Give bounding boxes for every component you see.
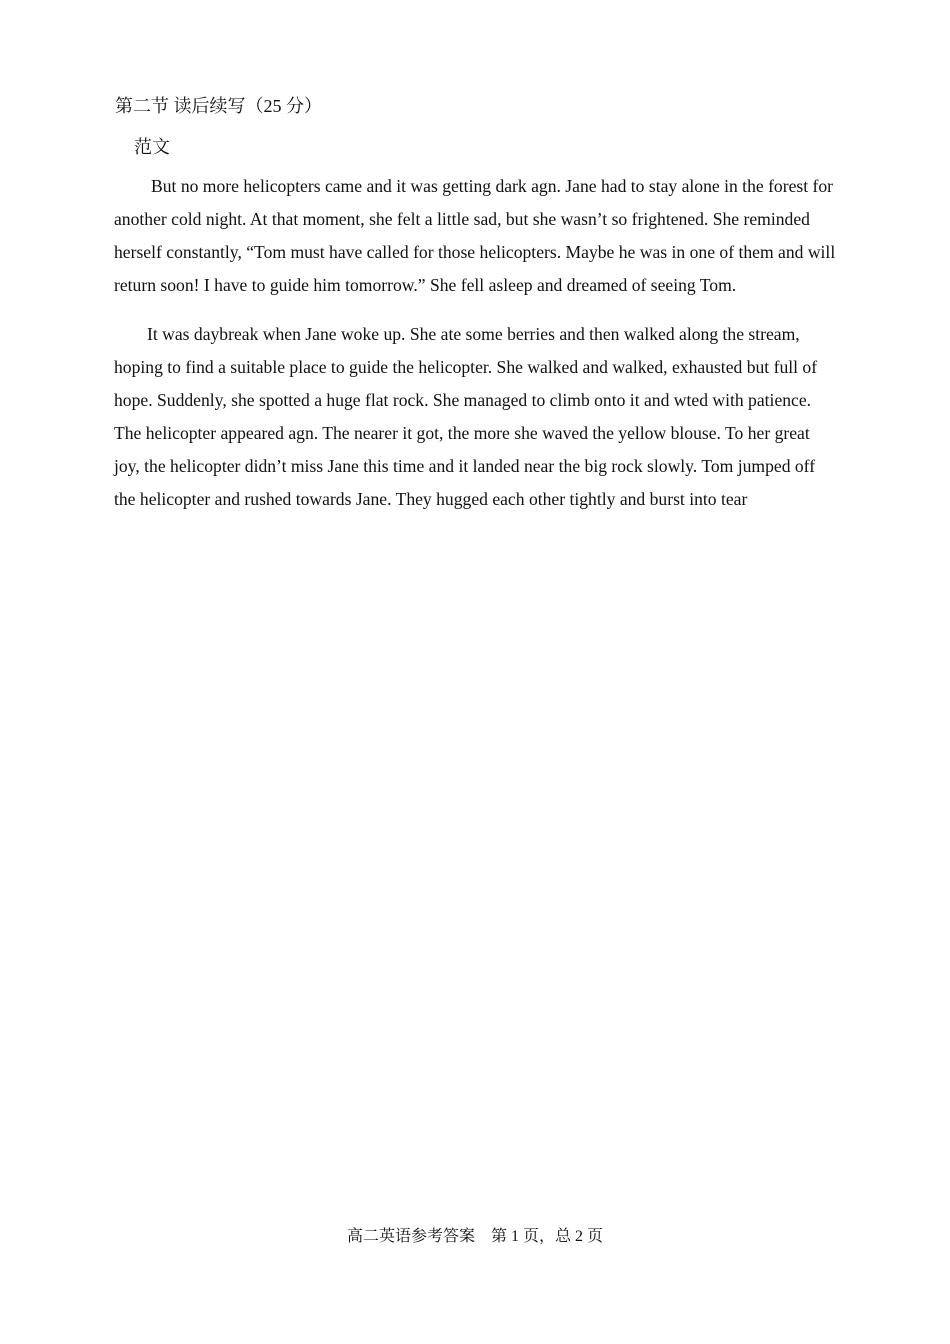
- model-essay: [114, 170, 838, 516]
- page-footer: 高二英语参考答案 第 1 页，总 2 页: [346, 1228, 603, 1245]
- section-heading: 第二节 读后续写（25 分）: [115, 96, 322, 116]
- model-essay-label: 范文: [134, 137, 170, 157]
- essay-paragraph-1: But no more helicopters came and it was getting dark agn. Jane had to stay alone in the forest for another cold night. At that moment, she felt a little sad, but she wasn’t so frightened. She reminded herself constantly, “Tom must have called for those helicopters. Maybe he was in one of them and will return soon! I have to guide him tomorrow.” She fell asleep and dreamed of seeing Tom.: [114, 176, 836, 295]
- essay-paragraph-2: It was daybreak when Jane woke up. She ate some berries and then walked along the stream, hoping to find a suitable place to guide the helicopter. She walked and walked, exhausted but full of hope. Suddenly, she spotted a huge flat rock. She managed to climb onto it and wted with patience. The helicopter appeared agn. The nearer it got, the more she waved the yellow blouse. To her great joy, the helicopter didn’t miss Jane this time and it landed near the big rock slowly. Tom jumped off the helicopter and rushed towards Jane. They hugged each other tightly and burst into tear: [114, 324, 818, 509]
